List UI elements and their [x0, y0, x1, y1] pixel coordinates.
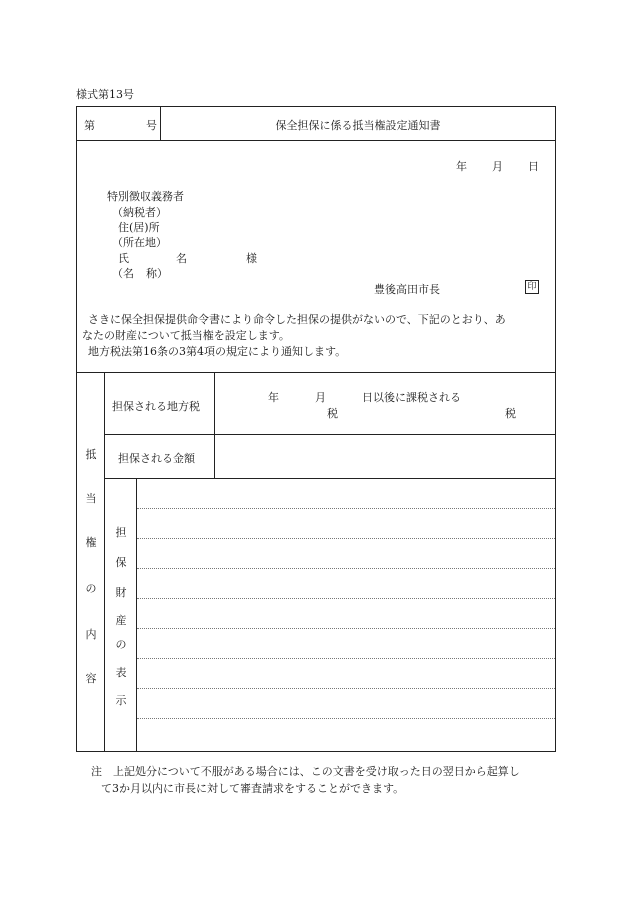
property-ruled-line: [137, 568, 555, 569]
address-sub: （所在地）: [112, 236, 167, 249]
document-number-prefix: 第: [84, 119, 95, 132]
addressee-role-sub: （納税者）: [112, 206, 167, 219]
property-label-divider: [136, 478, 137, 752]
form-number: 様式第13号: [76, 88, 134, 101]
name-label-1: 氏: [118, 252, 129, 265]
side-label-char: 当: [85, 492, 97, 505]
body-line-1: さきに保全担保提供命令書により命令した担保の提供がないので、下記のとおり、あ: [88, 313, 506, 326]
property-label-char: の: [115, 638, 127, 651]
frame-bottom: [76, 751, 556, 752]
property-label-char: 産: [115, 614, 127, 627]
body-line-3: 地方税法第16条の3第4項の規定により通知します。: [88, 345, 347, 358]
frame-top: [76, 106, 556, 107]
tax-day-text: 日以後に課税される: [362, 391, 461, 404]
secured-amount-label: 担保される金額: [118, 452, 195, 465]
document-number-suffix: 号: [146, 119, 157, 132]
date-year-label: 年: [456, 160, 467, 173]
date-month-label: 月: [492, 160, 503, 173]
side-label-char: の: [85, 582, 97, 595]
honorific: 様: [246, 252, 257, 265]
property-ruled-line: [137, 718, 555, 719]
tax-row-bottom: [104, 434, 556, 435]
property-label-char: 示: [115, 694, 127, 707]
addressee-role: 特別徴収義務者: [107, 190, 184, 203]
side-label-char: 権: [85, 536, 97, 549]
tax-year-label: 年: [268, 391, 279, 404]
side-label-char: 容: [85, 672, 97, 685]
name-sub-1: （名: [112, 267, 134, 280]
header-bottom: [76, 140, 556, 141]
address-label: 住(居)所: [118, 221, 160, 234]
property-label-char: 保: [115, 556, 127, 569]
secured-amount-value: [220, 444, 550, 470]
table-top: [76, 372, 556, 373]
property-ruled-line: [137, 598, 555, 599]
note-line-2: て3か月以内に市長に対して審査請求をすることができます。: [101, 782, 405, 795]
secured-tax-label: 担保される地方税: [112, 400, 200, 413]
tax-word-1: 税: [327, 407, 338, 420]
tax-month-label: 月: [315, 391, 326, 404]
seal-mark: 印: [525, 280, 539, 294]
side-label-char: 内: [85, 628, 97, 641]
name-sub-2: 称）: [146, 267, 168, 280]
label-column-divider: [214, 372, 215, 478]
property-label-char: 担: [115, 526, 127, 539]
property-ruled-line: [137, 628, 555, 629]
body-line-2: なたの財産について抵当権を設定します。: [82, 329, 290, 342]
note-line-1: 注 上記処分について不服がある場合には、この文書を受け取った日の翌日から起算し: [91, 765, 520, 778]
property-ruled-line: [137, 508, 555, 509]
issuer-name: 豊後高田市長: [374, 283, 440, 296]
date-day-label: 日: [528, 160, 539, 173]
property-label-char: 財: [115, 586, 127, 599]
property-label-char: 表: [115, 666, 127, 679]
property-ruled-line: [137, 658, 555, 659]
side-label-char: 抵: [85, 448, 97, 461]
property-ruled-line: [137, 688, 555, 689]
tax-word-2: 税: [505, 407, 516, 420]
name-label-2: 名: [176, 252, 187, 265]
frame-right: [555, 106, 556, 752]
frame-left: [76, 106, 77, 752]
side-label-divider: [104, 372, 105, 752]
property-ruled-line: [137, 538, 555, 539]
document-title: 保全担保に係る抵当権設定通知書: [275, 119, 441, 132]
amount-row-bottom: [104, 478, 556, 479]
